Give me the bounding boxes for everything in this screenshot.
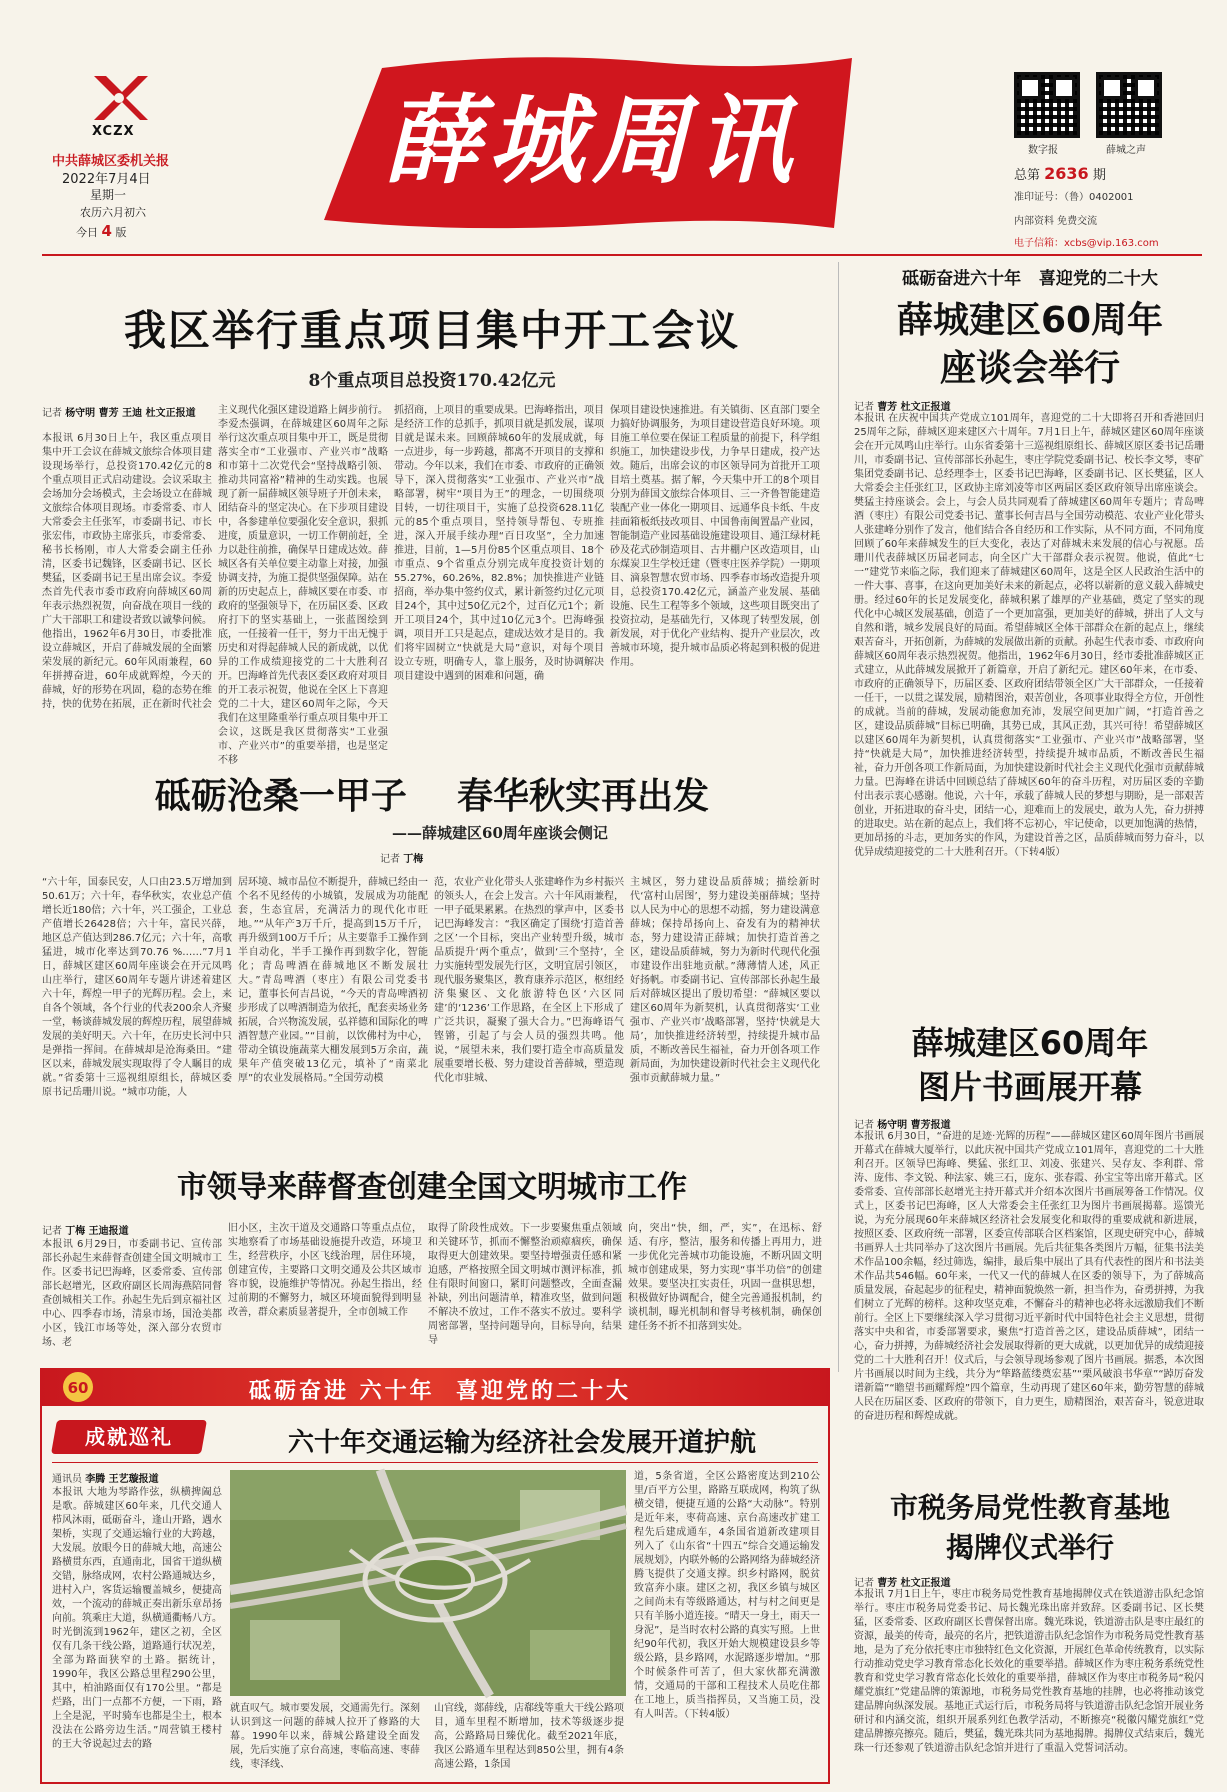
article4-byline-names: 李腾 王艺璇报道	[85, 1474, 159, 1485]
side2-headline-line1[interactable]: 薛城建区60周年	[911, 1024, 1149, 1062]
article3-column-2: 旧小区，主次干道及交通路口等重点点位，实地察看了市场基础设施提升改造，环境卫生，经营秩序，小区飞线治理，居住环境，创建宣传，主要路口文明交通及公共区域市容市貌，设施维护等情况。孙起生指出，经过前期的不懈努力，城区环境面貌得到明显改善，群众素质显著提升，全市创城工作	[228, 1223, 422, 1318]
article1-column-4: 保项目建设快速推进。有关镇街、区直部门要全力搞好协调服务，为项目建设营造良好环境。项目施工单位要在保证工程质量的前提下，科学组织施工，加快建设步伐，力争早日建成，投产达效。随后，出席会议的市区领导同为首批开工项目培土奠基。据了解，今天集中开工的8个项目分别为薛国文旅综合体项目、三一齐鲁智能建造装配产业一体化一期项目、远通华良卡纸、牛皮挂面箱板纸技改项目、中国鲁南闽置晶产业园，智能制造产业园基础设施建设项目、通江绿材耗砂及花式砂制造项目、古井棚户区改造项目，山东煤炭卫生学校迁建（暨枣庄医养学院）一期项目、滴泉智慧农贸市场、四季春市场改造提升项目，总投资170.42亿元，涵盖产业发展、基础设施、民生工程等多个领域，这些项目既突出了投资拉动，是基础先行，又体现了转型发展，创新发展，对于优化产业结构、提升产业层次，改善城市环境，提升城市品质必将起到积极的促进作用。	[610, 405, 820, 668]
article3-column-1: 本报讯 6月29日，市委副书记、宣传部部长孙起生来薛督查创建全国文明城市工作。区委书记巴海峰，区委常委、宣传部部长赵增光，区政府副区长周海燕陪同督查创城相关工作。孙起生先后到京福社区中心、四季春市场，清泉市场，国沧美都小区，钱江市场等处，深入部分农贸市场、老	[42, 1239, 222, 1348]
side2-body: 本报讯 6月30日，“奋进的足迹·光辉的历程”——薛城区建区60周年图片书画展开幕式在薛城大厦举行，以此庆祝中国共产党成立101周年，喜迎党的二十大胜利召开。区领导巴海峰、樊猛、张红卫、刘凌、张建兴、吴存友、李利群、常涛、庞伟、李文锐、种法家、姚三石，庞东、张春霞、孙宝宝等出席开幕式。区委常委、宣传部部长赵增光主持开幕式并介绍本次图片书画展筹备工作情况。仪式上，区委书记巴海峰，区人大常委会主任张红卫为图片书画展揭幕。巡馈光说，为充分展现60年来薛城区经济社会发展变化和取得的重要成就和新进展，按照区委、区政府统一部署，区委宣传部联合区档案馆，区现史研究中心，薛城书画界人士共同举办了这次图片书画展。先后共征集各类图片万幅，征集书法美术作品100余幅，经过筛选，编排，最后集中展出了具有代表性的图片和书法美术作品共546幅。60年来，一代又一代的薛城人在区委的领导下，为了薛城高质量发展，奋起起步的征程史，精神面貌焕然一新，担当作为，奋勇拼搏，为我们树立了光辉的榜样。这种攻坚克难，不懈奋斗的精神也必将永远激励我们不断前行。全区上下要继续深入学习贯彻习近平新时代中国特色社会主义思想，贯彻落实中央和省，市委部署要求，聚焦“打造首善之区，建设品质薛城”，团结一心，奋力拼搏，为薛城经济社会发展取得新的更大成就，以更加优异的成绩迎接党的二十大胜利召开！仪式后，与会领导现场参观了图片书画展。据悉，本次图片书画展以时间为主线，共分为“筚路蓝缕奠宏基”“栗风破浪书华章”“踔厉奋发谱新篇”“瞻望书画耀辉煌”四个篇章，生动再现了建区60年来，勤劳智慧的薛城人民在历届区委、区政府的带领下，自力更生，励精图治，艰苦奋斗，锐意进取的奋进历程和辉煌成就。	[854, 1131, 1204, 1422]
side1-body: 本报讯 在庆祝中国共产党成立101周年，喜迎党的二十大即将召开和香港回归25周年之际，薛城区迎来建区六十周年。7月1日上午，薛城区建区60周年座谈会在开元凤鸣山庄举行。山东省委第十三巡视组原组长、薛城区原区委书记岳珊川，市委副书记、宣传部部长孙起生，枣庄学院党委副书记、校长李文琴，枣矿集团党委副书记、总经理李士，区委书记巴海峰，区委副书记、区长樊猛，区人大常委会主任张红卫，区政协主席刘凌等市区两届区委区政府领导出席座谈会。樊猛主持座谈会。会上，与会人员共同观看了薛城建区60周年专题片；青岛啤酒（枣庄）有限公司党委书记、董事长何吉昌与全国劳动模范、农业产业化带头人张建峰分别作了发言，他们结合各自经历和工作实际，从不同方面，不同角度回顾了60年来薛城发生的巨大变化，表达了对薛城未来发展的信心与祝愿。岳珊川代表薛城区历届老同志，向全区广大干部群众表示祝贺。他说，值此“七一”建党节来临之际，我们迎来了薛城建区60周年，这是全区人民政治生活中的一件大事、喜事，在这向更加美好未来的新起点，必将以崭新的意义载入薛城史册。经过60年的长足发展变化，薛城积累了雄厚的产业基础，奠定了坚实的现代化中心城区发展基础，创造了一个更加富强，更加美好的薛城，拼出了人文与自然和谐，城乡发展良好的局面。希望薛城区全体干部群众在新的起点上，继续艰苦奋斗，开拓创新，为薛城的发展做出新的贡献。孙起生代表市委、市政府向薛城区60周年表示热烈祝贺。他指出，1962年6月30日，经市委批准薛城区正式建立，从此薛城发展掀开了新篇章，开启了新纪元。建区60年来，在市委、市政府的正确领导下，历届区委、区政府团结带领全区广大干部群众，一任接着一任干，一以贯之谋发展，励精图治，艰苦创业，各项事业取得全方位，开创性的成就。当前的薛城，发展动能愈加充沛，发展空间更加广阔，“打造首善之区，建设品质薛城”目标已明确，其势已成，其风正劲，其兴可待！希望薛城区以建区60周年为新契机，认真贯彻落实“工业强市、产业兴市”战略部署，坚持“快就是大局”，加快推进经济转型，持续提升城市品质，不断改善民生福祉，奋力开创各项工作新局面，为加快建设新时代社会主义现代化强市贡献薛城力量。巴海峰在讲话中回顾总结了薛城区60年的奋斗历程，对历届区委的辛勤付出表示衷心感谢。他说，六十年，承载了薛城人民的梦想与期盼，是一部艰苦创业，开拓进取的奋斗史，团结一心，迎难而上的发展史，敢为人先，奋力拼搏的进取史。站在新的起点上，我们将不忘初心，牢记使命，以更加饱满的热情，更加昂扬的斗志，更加务实的作风，为建设首善之区，品质薛城而努力奋斗，以优异成绩迎接党的二十大胜利召开。（下转4版）	[854, 413, 1204, 858]
article3-byline-label: 记者	[42, 1226, 62, 1237]
email-address[interactable]: 电子信箱：xcbs@vip.163.com	[1014, 238, 1159, 249]
side1-byline-label: 记者	[854, 402, 874, 413]
page-count-number: 4	[101, 222, 112, 240]
article1-byline-label: 记者	[42, 408, 62, 419]
anniversary-banner	[40, 1368, 830, 1406]
masthead-divider	[42, 254, 1202, 256]
side3-byline-names: 曹芳 杜文正报道	[877, 1578, 951, 1589]
article1-subheadline: 8个重点项目总投资170.42亿元	[308, 371, 556, 391]
article1-headline[interactable]: 我区举行重点项目集中开工会议	[123, 306, 740, 355]
article1-column-3: 抓招商，上项目的重要成果。巴海峰指出，项目是经济工作的总抓手，抓项目就是抓发展，谋项目就是谋未来。回顾薛城60年的发展成就，每一点进步，每一步跨越，都离不开项目的支撑和带动。今年以来，我们在市委、市政府的正确领导下，深入贯彻落实“工业强市、产业兴市”战略部署，树牢“项目为王”的理念，一切围绕项目转，一切往项目干，实施了总投资628.11亿元的85个重点项目，坚持领导帮包、专班推进，深入开展手续办理“百日攻坚”，全力加速推进，目前，1—5月份85个区重点项目、18个市重点、9个省重点分别完成年度投资计划的55.27%，60.26%，82.8%；加快推进产业链招商，举办集中签约仪式，累计新签约过亿元项目24个，其中过50亿元2个，过百亿元1个；新开工项目24个，其中过10亿元3个。巴海峰强调，项目开工只是起点，建成达效才是目的。我们将牢固树立“快就是大局”意识，对每个项目设立专班，明确专人，靠上服务，及时协调解决项目建设中遇到的困难和问题，确	[394, 405, 604, 682]
achievement-label-text: 成就巡礼	[85, 1425, 173, 1449]
page-count-prefix: 今日	[76, 226, 98, 239]
page-count-suffix: 版	[115, 226, 127, 239]
article4-headline[interactable]: 六十年交通运输为经济社会发展开道护航	[287, 1428, 756, 1458]
qr-label-voice: 薛城之声	[1106, 145, 1146, 156]
article1-column-2: 主义现代化强区建设道路上阔步前行。李爱杰强调，在薛城建区60周年之际举行这次重点项目集中开工，既是贯彻落实全市“工业强市、产业兴市”战略和市第十二次党代会“坚持战略引领、推动共同富裕”精神的生动实践。也展现了新一届薛城区领导班子开创未来，团结奋斗的坚定决心。在下步项目建设中，各参建单位要强化安全意识，狠抓进度，质量意识，一切工作朝前赶，全力以赴往前推，确保早日建成达效。薛城区各有关单位要主动靠上对接，加强协调支持，为施工提供坚强保障。站在新的历史起点上，薛城区要在市委、市政府的坚强领导下，在历届区委、区政府打下的坚实基础上，一张蓝图绘到底，一任接着一任干，努力干出无愧于历史和对得起薛城人民的新成就，以优异的工作成绩迎接党的二十大胜利召开。巴海峰首先代表区委区政府对项目的开工表示祝贺，他说在全区上下喜迎党的二十大，建区60周年之际，今天我们在这里隆重举行重点项目集中开工会议，这既是我区贯彻落实“工业强市、产业兴市”的重要举措，也是坚定不移	[218, 405, 388, 766]
article3-column-3: 取得了阶段性成效。下一步要聚焦重点领域和关键环节，抓而不懈整治顽瘴痼疾，确保取得更大创建效果。要坚持增强责任感和紧迫感，严格按照全国文明城市测评标准，抓住有限时间窗口，紧盯问题整改，全面查漏补缺，列出问题清单，精准攻坚，做到问题不解决不放过，工作不落实不放过。要科学周密部署，坚持问题导向，目标导向，结果导	[428, 1223, 622, 1346]
achievement-box	[40, 1368, 830, 1784]
article4-column-4: 道，5条省道，全区公路密度达到210公里/百平方公里，路路互联成网，构筑了纵横交错，便捷互通的公路“大动脉”。特别是近年来，枣荷高速、京台高速改扩建工程先后建成通车，4条国省道新改建项目列入了《山东省“十四五”综合交通运输发展规划》，内联外畅的公路网络为薛城经济腾飞提供了交通支撑。织乡村路网，脱贫致富奔小康。建区之初，我区乡镇与城区之间尚未有等级路通达，村与村之间更是只有羊肠小道连接。“晴天一身土，雨天一身泥”，是当时农村公路的真实写照。上世纪90年代初，我区开始大规模建设县乡等级公路，县乡路网，水泥路逐步增加。“那个时候条件可苦了，但大家伙都充满激情，交通局的干部和工程技术人员吃住都在工地上，质当指挥员，又当施工员，没有人叫苦。（下转4版）	[634, 1471, 820, 1720]
issue-weekday: 星期一	[90, 188, 127, 202]
article4-byline-label: 通讯员	[52, 1474, 82, 1485]
article2-headline[interactable]: 砥砺沧桑一甲子 春华秋实再出发	[154, 776, 710, 817]
article3-column-4: 向，突出“快，细，严，实”，在迅标、舒适、有序，整洁，服务和传播上再用力，进一步优化完善城市功能设施，不断巩固文明城市创建成果，努力实现“事半功倍”的创建效果。要坚决扛实责任，巩固一盘棋思想，积极做好协调配合，健全完善通报机制，约谈机制，曝光机制和督导考核机制，确保创建任务不折不扣落到实处。	[628, 1223, 822, 1332]
side2-byline	[854, 1116, 951, 1131]
side2-headline-line2[interactable]: 图片书画展开幕	[917, 1068, 1142, 1106]
article2-column-3: 范，农业产业化带头人张建峰作为乡村振兴的领头人，在会上发言。六十年风雨兼程，一甲子砥果累累。在热烈的掌声中，区委书记巴海峰发言：“我区确定了围绕‘打造首善之区’一个目标，突出产业转型升级，城市品质提升‘两个重点’，做到‘三个坚持’，全力实施转型发展先行区，文明宜居引领区，现代服务聚集区，教育康养示范区，枢纽经济集聚区、文化旅游特色区‘六区同建’的‘1236’工作思路，在全区上下形成了广泛共识，凝聚了强大合力。”巴海峰语气铿锵，引起了与会人员的强烈共鸣。他说，“展望未来，我们要打造全市高质量发展重要增长极、努力建设首善薛城，塑造现代化市驻城、	[434, 877, 624, 1084]
qr-code-voice[interactable]	[1096, 72, 1162, 138]
highway-interchange-photo	[230, 1470, 626, 1696]
masthead	[0, 0, 1227, 250]
article2-byline-names: 丁梅	[403, 854, 424, 865]
newspaper-logo-icon	[88, 72, 150, 128]
article3-headline[interactable]: 市领导来薛督查创建全国文明城市工作	[177, 1170, 687, 1205]
article2-byline	[380, 850, 423, 865]
side1-headline-line2[interactable]: 座谈会举行	[939, 348, 1120, 389]
achievement-label	[51, 1420, 207, 1454]
qr-code-digital[interactable]	[1014, 72, 1080, 138]
article2-column-4: 主城区，努力建设品质薛城；描绘新时代‘富村山居图’，努力建设美丽薛城；坚持以人民为中心的思想不动摇，努力建设满意薛城；保持昂扬向上、奋发有为的精神状态，努力建设清正薛城；加快打造首善之区，建设品质薛城，努力为新时代现代化强市建设作出驻地贡献。”薄薄情人述，风正好扬帆。市委副书记、宣传部部长孙起生最后对薛城区提出了殷切希望：“薛城区要以建区60周年为新契机，认真贯彻落实‘工业强市、产业兴市’战略部署，坚持‘快就是大局’，加快推进经济转型，持续提升城市品质，不断改善民生福祉，奋力开创各项工作新局面，为加快建设新时代社会主义现代化强市贡献薛城力量。”	[630, 877, 820, 1084]
print-permit: 准印证号：（鲁）0402001	[1014, 192, 1134, 203]
anniversary-banner-text: 砥砺奋进 六十年 喜迎党的二十大	[249, 1379, 631, 1404]
qr-label-digital: 数字报	[1028, 145, 1058, 156]
article4-column-3: 山官线，郯薛线，店郗线等重大干线公路项目，通车里程不断增加，技术等级逐步提高，公路路局日臻优化。截至2021年底，我区公路通车里程达到850公里，拥有4条高速公路，1条国	[434, 1703, 624, 1770]
side1-byline-names: 曹芳 杜文正报道	[877, 402, 951, 413]
article2-column-2: 居环境、城市品位不断提升，薛城已经由一个名不见经传的小城镇，发展成为功能配套，生态宜居，充满活力的现代化市旺地。”“从年产3万千斤，提高到15万千斤，再升级到100万千斤；从主要靠手工操作到半自动化，半手工操作再到数字化，智能化；青岛啤酒在薛城地区不断发展壮大。”青岛啤酒（枣庄）有限公司党委书记，董事长何吉昌说，“今天的青岛啤酒初步形成了以啤酒制造为依托，配套卖场业务拓展，合兴物流发展，弘祥德和国际化的啤酒智慧产业园。”“目前，以饮佛村为中心，带动全镇设施蔬菜大棚发展到5万余亩，蔬果年产值突破13亿元，填补了“南菜北厚”的农业发展格局。”全国劳动模	[238, 877, 428, 1084]
masthead-title-banner	[322, 48, 862, 238]
side2-byline-names: 杨守明 曹芳报道	[877, 1120, 951, 1131]
article2-subheadline: ——薛城建区60周年座谈会侧记	[392, 824, 608, 842]
article1-byline-names: 杨守明 曹芳 王迪 杜文正报道	[65, 408, 196, 419]
article2-column-1: “六十年，国泰民安，人口由23.5万增加到50.61万；六十年，春华秋实，农业总产值增长近180倍；六十年，兴工强企，工业总产值增长26428倍；六十年，富民兴薛，地区总产值达到286.7亿元；六十年，高歌猛进，城市化率达到70.76 %……”7月1日，薛城区建区60周年座谈会在开元凤鸣山庄举行，建区60周年专题片讲述着建区六十年，辉煌一甲子的光辉历程。会上，来自各个领域，各个行业的代表200余人齐聚一堂，畅谈薛城发展的辉煌历程，展望薛城发展的美好明天。六十年，在历史长河中只是弹指一挥间。在薛城却是沧海桑田。“建区以来，薛城发展实现取得了令人瞩目的成就。”省委第十三巡视组原组长，薛城区委原书记岳珊川说。“城市功能，人	[42, 877, 232, 1098]
issue-number-value: 2636	[1044, 164, 1089, 183]
issue-prefix: 总第	[1014, 168, 1041, 183]
side3-byline-label: 记者	[854, 1578, 874, 1589]
side3-byline	[854, 1574, 951, 1589]
article3-byline	[42, 1222, 212, 1237]
article4-byline	[52, 1470, 222, 1485]
issue-number	[1014, 164, 1106, 183]
article4-column-2: 就直叹气。城市要发展，交通需先行。深刻认识到这一问题的薛城人拉开了修路的大幕。1990年以来，薛城公路建设全面发展，先后实施了京台高速，枣临高速、枣薛线，枣泽线、	[230, 1703, 420, 1770]
masthead-title: 薛城周讯	[384, 84, 800, 197]
sixty-emblem-icon	[54, 1370, 102, 1404]
side3-headline-line1[interactable]: 市税务局党性教育基地	[889, 1491, 1170, 1524]
internal-notice: 内部资料 免费交流	[1014, 216, 1098, 227]
side1-headline-line1[interactable]: 薛城建区60周年	[896, 300, 1164, 341]
side3-body: 本报讯 7月1日上午，枣庄市税务局党性教育基地揭牌仪式在铁道游击队纪念馆举行。枣庄市税务局党委书记、局长魏光珠出席并致辞。区委副书记、区长樊猛，区委常委、区政府副区长曹保督出席。魏光珠说，铁道游击队是枣庄最红的资源，最美的传奇，最亮的名片，把铁道游击队纪念馆作为市税务局党性教育基地，是为了充分依托枣庄市独特红色文化资源，开展红色革命传统教育，以实际行动推动党史学习教育常态化长效化的重要举措。薛城区作为枣庄税务系统党性教育和党史学习教育常态化长效化的重要举措，薛城区作为枣庄市税务局“税闪耀党旗红”党建品牌的策源地，市税务局党性教育基地的挂牌，也必将推动该党建品牌向纵深发展。基地正式运行后，市税务局将与铁道游击队纪念馆开展业务研讨和内涵交流，组织开展系列红色教学活动，不断擦亮“税徽闪耀党旗红”党建品牌擦亮擦亮。随后，樊猛，魏光珠共同为基地揭牌。揭牌仪式结束后，魏光珠一行还参观了铁道游击队纪念馆并进行了重温入党誓词活动。	[854, 1589, 1204, 1754]
article4-headline-underline	[52, 1462, 818, 1463]
side1-kicker: 砥砺奋进六十年 喜迎党的二十大	[902, 269, 1158, 289]
svg-text:60: 60	[67, 1379, 89, 1397]
lunar-date: 农历六月初六	[80, 206, 146, 219]
side2-byline-label: 记者	[854, 1120, 874, 1131]
article4-column-1: 本报讯 大地为琴路作弦，纵横捭阖总是歌。薛城建区60年来，几代交通人栉风沐雨，砥砺奋斗，逢山开路，遇水架桥，实现了交通运输行业的大跨越，大发展。放眼今日的薛城大地，高速公路横贯东西，直通南北，国省干道纵横交错，脉络成网，农村公路通城达乡，进村入户，客货运输覆盖城乡，便捷高效，一个流动的薛城正奏出新乐章昂扬向前。筑乘庄大道，纵横通衢畅八方。时光倒流到1962年，建区之初，全区仅有几条干线公路，道路通行状况差，全部为路面狭窄的土路。据统计，1990年，我区公路总里程290公里，其中，柏油路面仅有170公里。“都是烂路，出门一点都不方便，一下雨，路上全是泥，平时骑车也都是尘土，根本没法在公路旁边生活。”周营镇王楼村的王大爷说起过去的路	[52, 1487, 222, 1750]
issue-date: 2022年7月4日	[62, 172, 151, 187]
article1-column-1: 本报讯 6月30日上午，我区重点项目集中开工会议在薛城文旅综合体项目建设现场举行，总投资170.42亿元的8个重点项目正式启动建设。会议采取主会场加分会场模式，主会场设立在薛城文旅综合体项目现场。市委常委、市人大常委会主任张军，市委副书记、市长张宏伟，市政协主席张兵，市委常委、秘书长杨刚，市人大常委会副主任孙清，区委书记魏锋，区委副书记、区长樊猛，区委副书记王星出席会议。李爱杰首先代表市委市政府向薛城区60周年表示热烈祝贺，向奋战在项目一线的广大干部职工和建设者致以诚挚问候。他指出，1962年6月30日，市委批准设立薛城区，开启了薛城发展的全面繁荣发展的新纪元。60年风雨兼程，60年拼搏奋进，60年成就辉煌，今天的薛城，好的形势在巩固，稳的态势在维持，快的优势在拓展，正在新时代社会	[42, 433, 212, 710]
article3-byline-names: 丁梅 王迪报道	[65, 1226, 129, 1237]
article1-byline	[42, 404, 197, 419]
side3-headline-line2[interactable]: 揭牌仪式举行	[945, 1531, 1114, 1564]
publisher-name: 中共薛城区委机关报	[52, 154, 170, 169]
logo-text: XCZX	[92, 124, 135, 139]
issue-suffix: 期	[1092, 168, 1106, 183]
column-divider	[838, 262, 839, 1372]
side1-byline	[854, 398, 951, 413]
article2-byline-label: 记者	[380, 854, 400, 865]
page-count	[76, 222, 126, 240]
